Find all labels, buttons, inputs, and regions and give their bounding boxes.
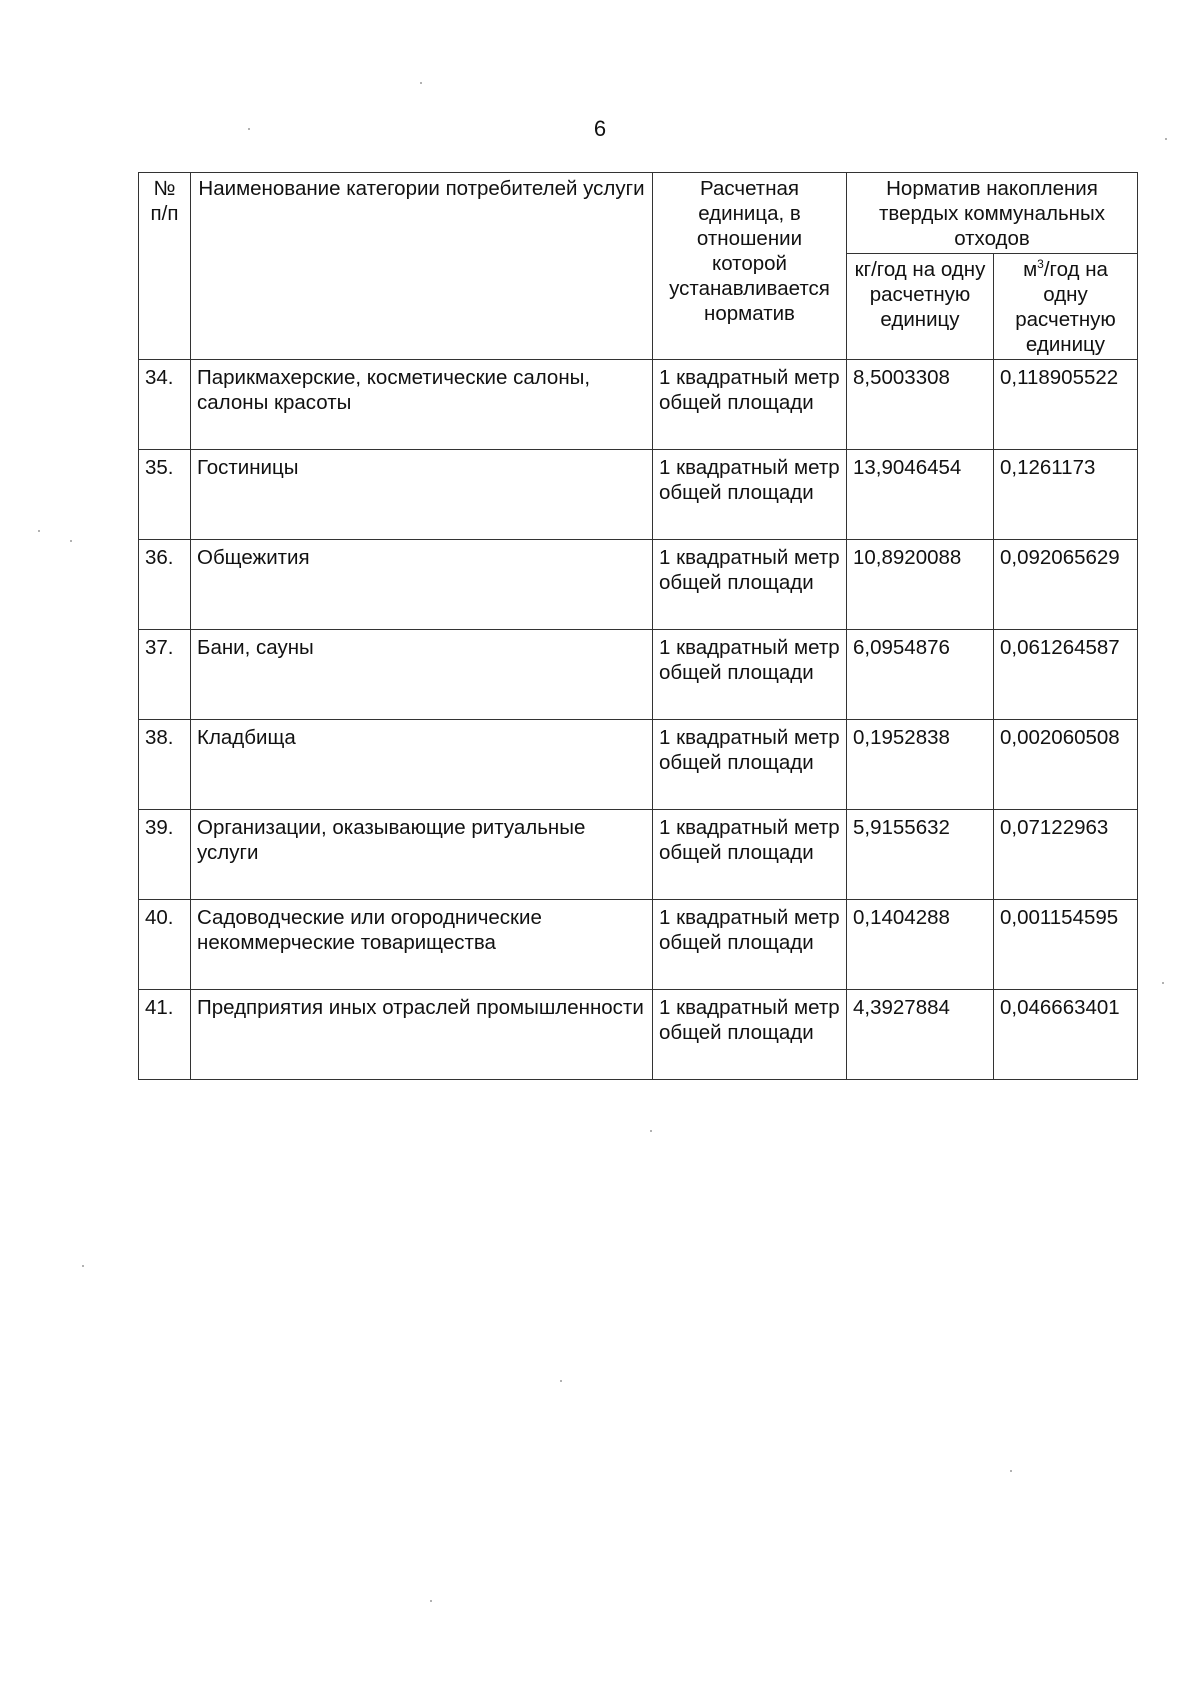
table-row [139,630,1138,720]
row-num: 35. [139,450,191,540]
scan-speck [82,1265,84,1267]
row-unit: 1 квадратный метр общей площади [653,540,847,630]
header-m3 [994,254,1138,360]
table-row [139,720,1138,810]
row-kg: 5,9155632 [847,810,994,900]
row-kg: 13,9046454 [847,450,994,540]
row-category: Кладбища [191,720,653,810]
row-num: 38. [139,720,191,810]
table-row [139,360,1138,450]
row-m3: 0,092065629 [994,540,1138,630]
row-unit: 1 квадратный метр общей площади [653,360,847,450]
scan-speck [1165,138,1167,140]
row-num: 40. [139,900,191,990]
row-num: 37. [139,630,191,720]
header-norm-group: Норматив накопления твердых коммунальных отходов [847,173,1138,254]
row-num: 36. [139,540,191,630]
header-num: № п/п [139,173,191,360]
row-category: Гостиницы [191,450,653,540]
row-kg: 4,3927884 [847,990,994,1080]
row-m3: 0,046663401 [994,990,1138,1080]
row-category: Общежития [191,540,653,630]
table-row [139,540,1138,630]
row-num: 41. [139,990,191,1080]
scan-speck [38,530,40,532]
header-row-top [139,173,1138,254]
header-m3-prefix: м [1023,258,1038,281]
scan-speck [248,128,250,130]
scan-speck [430,1600,432,1602]
scan-speck [650,1130,652,1132]
header-kg: кг/год на одну расчетную единицу [847,254,994,360]
row-m3: 0,118905522 [994,360,1138,450]
row-num: 34. [139,360,191,450]
table-row [139,450,1138,540]
row-category: Садоводческие или огороднические некоммерческие товарищества [191,900,653,990]
row-unit: 1 квадратный метр общей площади [653,450,847,540]
scan-speck [560,1380,562,1382]
scan-speck [1162,982,1164,984]
row-kg: 6,0954876 [847,630,994,720]
row-unit: 1 квадратный метр общей площади [653,990,847,1080]
header-m3-sup: 3 [1037,257,1044,272]
row-category: Бани, сауны [191,630,653,720]
row-kg: 0,1952838 [847,720,994,810]
row-m3: 0,002060508 [994,720,1138,810]
row-category: Парикмахерские, косметические салоны, салоны красоты [191,360,653,450]
row-kg: 10,8920088 [847,540,994,630]
row-m3: 0,07122963 [994,810,1138,900]
header-unit: Расчетная единица, в отношении которой устанавливается норматив [653,173,847,360]
row-unit: 1 квадратный метр общей площади [653,900,847,990]
table-row [139,990,1138,1080]
row-m3: 0,061264587 [994,630,1138,720]
scan-speck [1010,1470,1012,1472]
table-row [139,810,1138,900]
waste-norms-table [138,172,1138,1080]
table-row [139,900,1138,990]
header-m3-suffix: /год на одну расчетную единицу [1015,258,1116,356]
row-num: 39. [139,810,191,900]
page-number: 6 [593,116,607,141]
row-kg: 0,1404288 [847,900,994,990]
scan-speck [70,540,72,542]
scan-speck [420,82,422,84]
row-m3: 0,1261173 [994,450,1138,540]
row-unit: 1 квадратный метр общей площади [653,630,847,720]
header-category: Наименование категории потребителей услуги [191,173,653,360]
row-kg: 8,5003308 [847,360,994,450]
row-m3: 0,001154595 [994,900,1138,990]
row-unit: 1 квадратный метр общей площади [653,810,847,900]
row-unit: 1 квадратный метр общей площади [653,720,847,810]
row-category: Предприятия иных отраслей промышленности [191,990,653,1080]
row-category: Организации, оказывающие ритуальные услуги [191,810,653,900]
